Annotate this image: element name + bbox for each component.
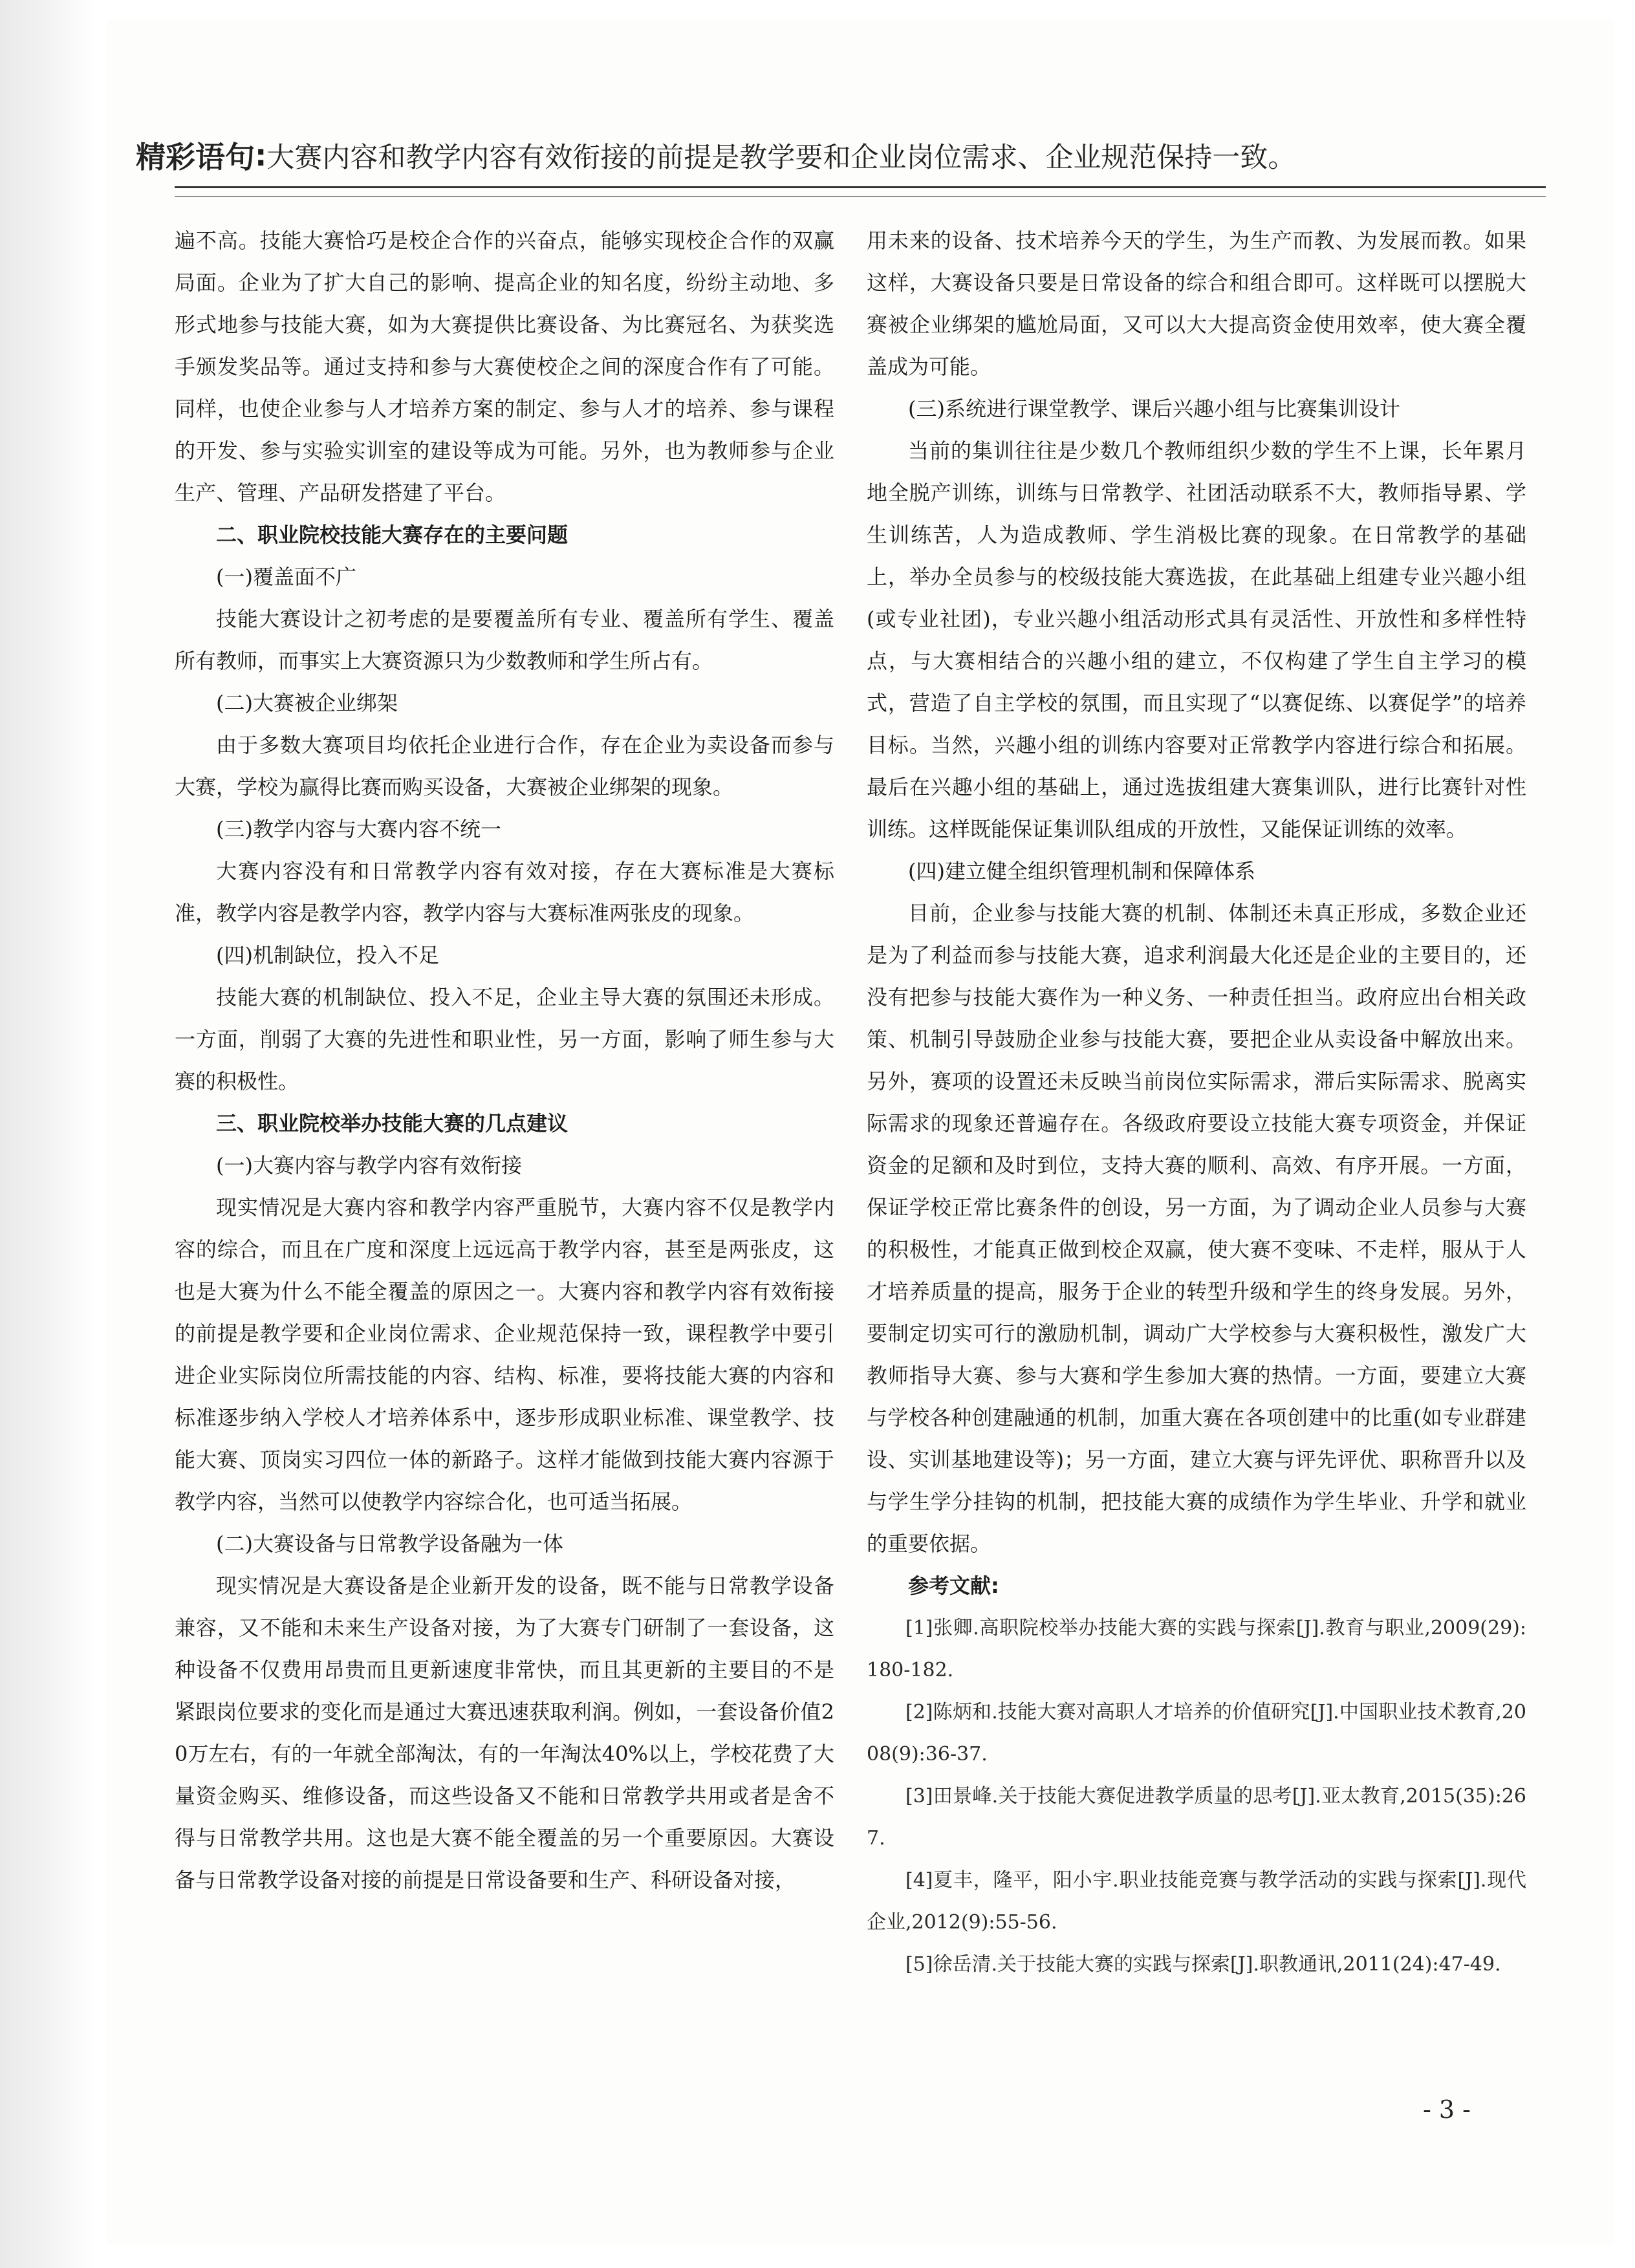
header-rule (175, 186, 1546, 197)
subsection-heading: (一)覆盖面不广 (216, 565, 356, 589)
section-heading: 三、职业院校举办技能大赛的几点建议 (216, 1111, 568, 1136)
body-paragraph: 大赛内容没有和日常教学内容有效对接，存在大赛标准是大赛标准，教学内容是教学内容，教学内容与大赛标准两张皮的现象。 (175, 859, 834, 925)
subsection-heading: (三)教学内容与大赛内容不统一 (216, 817, 501, 841)
scan-edge-shadow (0, 0, 97, 2268)
right-column (867, 220, 1526, 2147)
subsection-heading: (四)机制缺位，投入不足 (216, 943, 439, 967)
subsection-heading: (二)大赛被企业绑架 (216, 691, 398, 715)
subsection-heading: (四)建立健全组织管理机制和保障体系 (908, 859, 1255, 883)
body-paragraph: 由于多数大赛项目均依托企业进行合作，存在企业为卖设备而参与大赛，学校为赢得比赛而购买设备，大赛被企业绑架的现象。 (175, 733, 834, 799)
quote-label: 精彩语句 (136, 140, 255, 175)
reference-item: [4]夏丰，隆平，阳小宇.职业技能竞赛与教学活动的实践与探索[J].现代企业,2012(9):55-56. (867, 1869, 1526, 1934)
body-paragraph: 现实情况是大赛设备是企业新开发的设备，既不能与日常教学设备兼容，又不能和未来生产设备对接，为了大赛专门研制了一套设备，这种设备不仅费用昂贵而且更新速度非常快，而且其更新的主要目的不是紧跟岗位要求的变化而是通过大赛迅速获取利润。例如，一套设备价值20万左右，有的一年就全部淘汰，有的一年淘汰40%以上，学校花费了大量资金购买、维修设备，而这些设备又不能和日常教学共用或者是舍不得与日常教学共用。这也是大赛不能全覆盖的另一个重要原因。大赛设备与日常教学设备对接的前提是日常设备要和生产、科研设备对接， (175, 1573, 834, 1892)
body-paragraph: 技能大赛设计之初考虑的是要覆盖所有专业、覆盖所有学生、覆盖所有教师，而事实上大赛资源只为少数教师和学生所占有。 (175, 607, 834, 673)
body-paragraph: 目前，企业参与技能大赛的机制、体制还未真正形成，多数企业还是为了利益而参与技能大赛，追求利润最大化还是企业的主要目的，还没有把参与技能大赛作为一种义务、一种责任担当。政府应出台相关政策、机制引导鼓励企业参与技能大赛，要把企业从卖设备中解放出来。另外，赛项的设置还未反映当前岗位实际需求，滞后实际需求、脱离实际需求的现象还普遍存在。各级政府要设立技能大赛专项资金，并保证资金的足额和及时到位，支持大赛的顺利、高效、有序开展。一方面，保证学校正常比赛条件的创设，另一方面，为了调动企业人员参与大赛的积极性，才能真正做到校企双赢，使大赛不变味、不走样，服从于人才培养质量的提高，服务于企业的转型升级和学生的终身发展。另外，要制定切实可行的激励机制，调动广大学校参与大赛积极性，激发广大教师指导大赛、参与大赛和学生参加大赛的热情。一方面，要建立大赛与学校各种创建融通的机制，加重大赛在各项创建中的比重(如专业群建设、实训基地建设等)；另一方面，建立大赛与评先评优、职称晋升以及与学生学分挂钩的机制，把技能大赛的成绩作为学生毕业、升学和就业的重要依据。 (867, 901, 1526, 1556)
reference-item: [1]张卿.高职院校举办技能大赛的实践与探索[J].教育与职业,2009(29):180-182. (867, 1617, 1526, 1681)
body-paragraph: 现实情况是大赛内容和教学内容严重脱节，大赛内容不仅是教学内容的综合，而且在广度和深度上远远高于教学内容，甚至是两张皮，这也是大赛为什么不能全覆盖的原因之一。大赛内容和教学内容有效衔接的前提是教学要和企业岗位需求、企业规范保持一致，课程教学中要引进企业实际岗位所需技能的内容、结构、标准，要将技能大赛的内容和标准逐步纳入学校人才培养体系中，逐步形成职业标准、课堂教学、技能大赛、顶岗实习四位一体的新路子。这样才能做到技能大赛内容源于教学内容，当然可以使教学内容综合化，也可适当拓展。 (175, 1195, 834, 1514)
references-heading: 参考文献: (908, 1573, 999, 1598)
reference-item: [3]田景峰.关于技能大赛促进教学质量的思考[J].亚太教育,2015(35):267. (867, 1785, 1526, 1850)
body-paragraph: 当前的集训往往是少数几个教师组织少数的学生不上课，长年累月地全脱产训练，训练与日常教学、社团活动联系不大，教师指导累、学生训练苦，人为造成教师、学生消极比赛的现象。在日常教学的基础上，举办全员参与的校级技能大赛选拔，在此基础上组建专业兴趣小组(或专业社团)，专业兴趣小组活动形式具有灵活性、开放性和多样性特点，与大赛相结合的兴趣小组的建立，不仅构建了学生自主学习的模式，营造了自主学校的氛围，而且实现了“以赛促练、以赛促学”的培养目标。当然，兴趣小组的训练内容要对正常教学内容进行综合和拓展。最后在兴趣小组的基础上，通过选拔组建大赛集训队，进行比赛针对性训练。这样既能保证集训队组成的开放性，又能保证训练的效率。 (867, 438, 1526, 841)
body-paragraph: 遍不高。技能大赛恰巧是校企合作的兴奋点，能够实现校企合作的双赢局面。企业为了扩大自己的影响、提高企业的知名度，纷纷主动地、多形式地参与技能大赛，如为大赛提供比赛设备、为比赛冠名、为获奖选手颁发奖品等。通过支持和参与大赛使校企之间的深度合作有了可能。同样，也使企业参与人才培养方案的制定、参与人才的培养、参与课程的开发、参与实验实训室的建设等成为可能。另外，也为教师参与企业生产、管理、产品研发搭建了平台。 (175, 228, 834, 505)
highlight-quote-header (136, 129, 1559, 181)
body-paragraph: 技能大赛的机制缺位、投入不足，企业主导大赛的氛围还未形成。一方面，削弱了大赛的先进性和职业性，另一方面，影响了师生参与大赛的积极性。 (175, 985, 834, 1094)
reference-item: [5]徐岳清.关于技能大赛的实践与探索[J].职教通讯,2011(24):47-49. (905, 1953, 1501, 1976)
left-column (175, 220, 834, 2147)
section-heading: 二、职业院校技能大赛存在的主要问题 (216, 523, 568, 547)
page-number: - 3 - (1423, 2095, 1471, 2124)
quote-text: 大赛内容和教学内容有效衔接的前提是教学要和企业岗位需求、企业规范保持一致。 (266, 141, 1296, 174)
subsection-heading: (二)大赛设备与日常教学设备融为一体 (216, 1531, 563, 1556)
subsection-heading: (一)大赛内容与教学内容有效衔接 (216, 1153, 522, 1178)
reference-item: [2]陈炳和.技能大赛对高职人才培养的价值研究[J].中国职业技术教育,2008(9):36-37. (867, 1701, 1526, 1766)
subsection-heading: (三)系统进行课堂教学、课后兴趣小组与比赛集训设计 (908, 396, 1400, 421)
body-paragraph: 用未来的设备、技术培养今天的学生，为生产而教、为发展而教。如果这样，大赛设备只要是日常设备的综合和组合即可。这样既可以摆脱大赛被企业绑架的尴尬局面，又可以大大提高资金使用效率，使大赛全覆盖成为可能。 (867, 228, 1526, 379)
quote-label-colon: : (255, 138, 267, 173)
